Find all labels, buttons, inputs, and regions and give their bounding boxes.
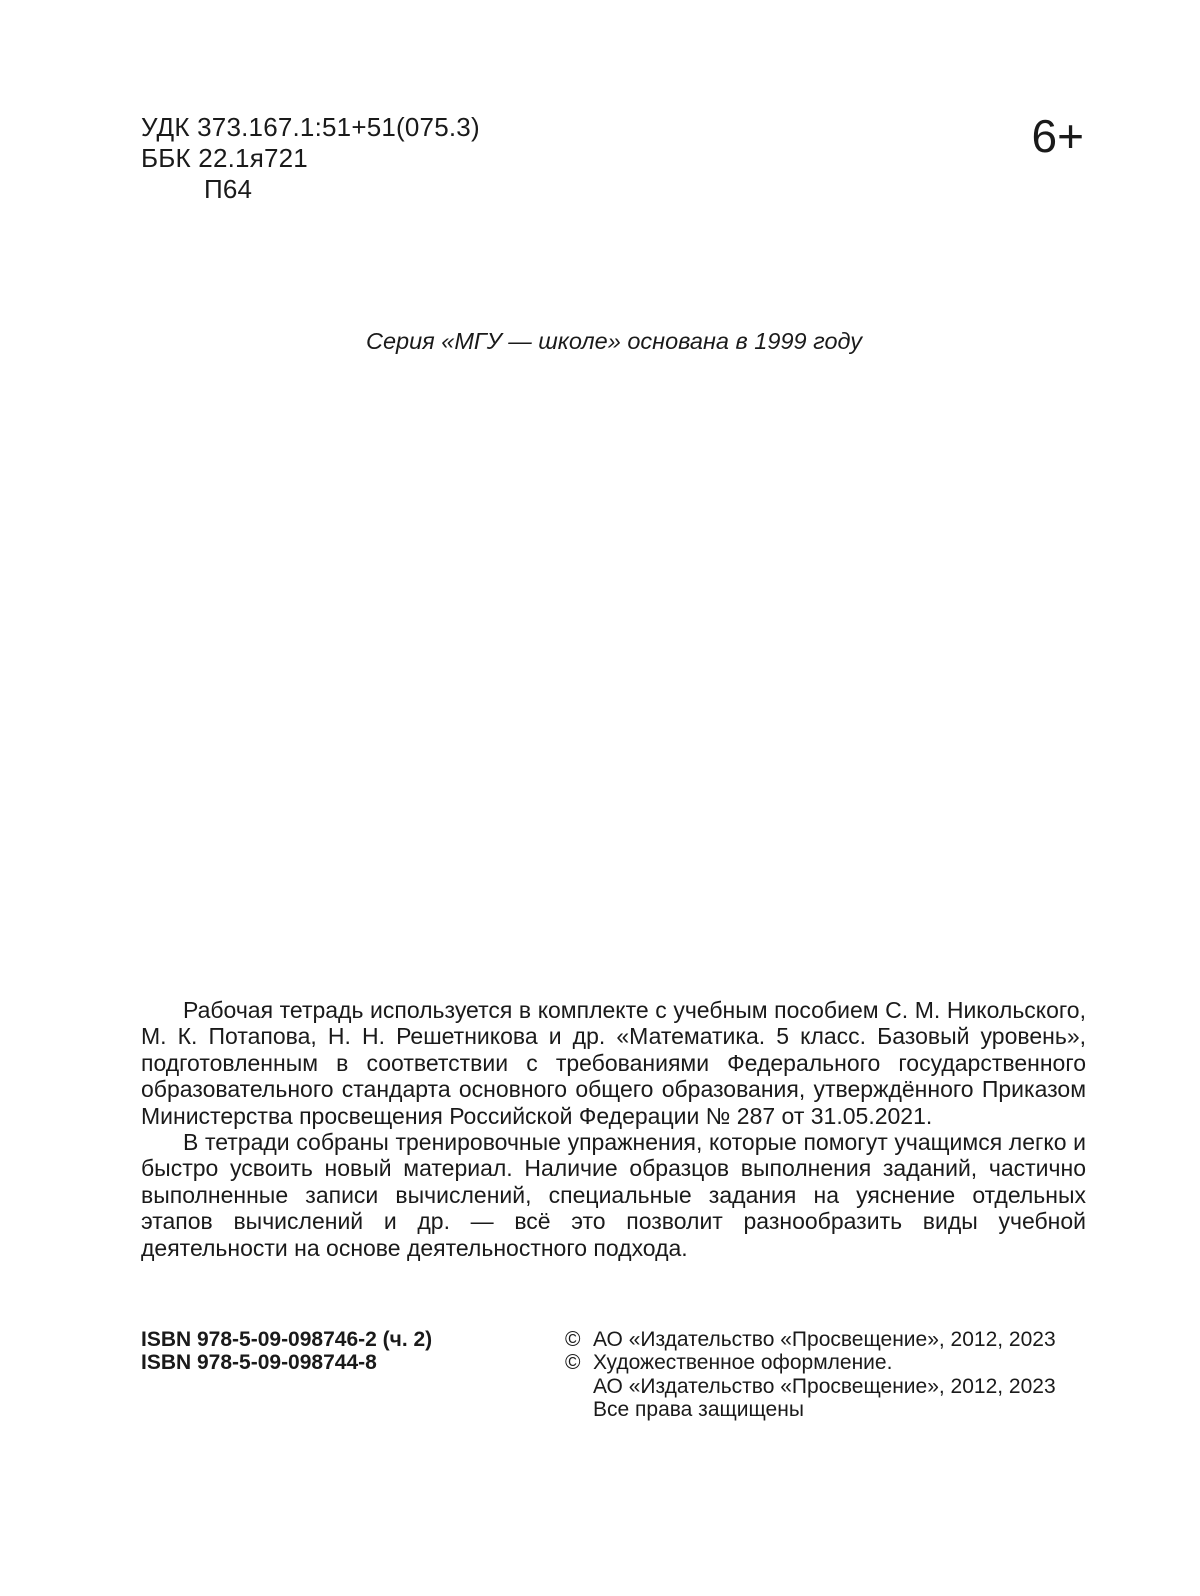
- udk-code: УДК 373.167.1:51+51(075.3): [141, 112, 480, 142]
- library-classification: [141, 112, 480, 205]
- author-mark: П64: [204, 174, 253, 204]
- copyright-design: [565, 1351, 1056, 1374]
- age-rating: 6+: [1031, 110, 1084, 162]
- copyright-design-text: Художественное оформление.: [593, 1351, 893, 1375]
- annotation: [141, 997, 1086, 1261]
- annotation-paragraph: Рабочая тетрадь используется в комплекте с учебным пособием С. М. Никольского, М. К. Потапова, Н. Н. Решетникова и др. «Математика. 5 класс. Базовый уровень», подготовленным в соответствии с требованиями Федерального государственного образовательного стандарта основного общего образования, утверждённого Приказом Министерства просвещения Российской Федерации № 287 от 31.05.2021.: [141, 997, 1086, 1129]
- rights-reserved-text: Все права защищены: [593, 1398, 804, 1422]
- annotation-paragraph: В тетради собраны тренировочные упражнения, которые помогут учащимся легко и быстро усвоить новый материал. Наличие образцов выполнения заданий, частично выполненные записи вычислений, специальные задания на уяснение отдельных этапов вычислений и др. — всё это позволит разнообразить виды учебной деятельности на основе деятельностного подхода.: [141, 1129, 1086, 1261]
- copyright-design-publisher-text: АО «Издательство «Просвещение», 2012, 2023: [593, 1374, 1056, 1398]
- copyright-icon: ©: [565, 1328, 581, 1351]
- copyright-design-publisher: [565, 1375, 1056, 1398]
- isbn-set: ISBN 978-5-09-098744-8: [141, 1351, 377, 1374]
- bbk-code: ББК 22.1я721: [141, 143, 308, 173]
- copyright-publisher-text: АО «Издательство «Просвещение», 2012, 2023: [593, 1328, 1056, 1351]
- copyright-block: [565, 1328, 1056, 1422]
- rights-reserved: [565, 1398, 1056, 1421]
- isbn-part: ISBN 978-5-09-098746-2 (ч. 2): [141, 1328, 433, 1351]
- copyright-icon: ©: [565, 1351, 581, 1375]
- isbn-block: [141, 1328, 432, 1374]
- series-note: Серия «МГУ — школе» основана в 1999 году: [366, 328, 862, 354]
- copyright-publisher: [565, 1328, 1056, 1351]
